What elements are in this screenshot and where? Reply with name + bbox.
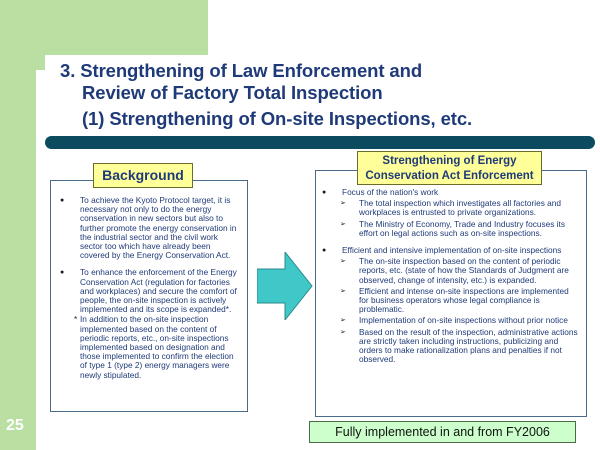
sub-item-text: The on-site inspection based on the content of periodic reports, etc. (state of how the Standards of Judgment are observed, change of intensity, etc.) is expanded. bbox=[359, 256, 569, 285]
sub-item bbox=[322, 220, 580, 238]
bullet-dot-icon: ● bbox=[60, 197, 65, 204]
arrowhead-bullet-icon: ➢ bbox=[340, 287, 346, 295]
enforcement-label bbox=[357, 151, 542, 185]
background-content bbox=[60, 196, 242, 380]
asterisk-note-text: In addition to the on-site inspection implemented based on the content of periodic reports, etc., on-site inspections implemented based on designation and those implemented to confirm the election of type 1 (type 2) energy managers were newly stipulated. bbox=[80, 314, 234, 380]
sub-item-text: The Ministry of Economy, Trade and Industry focuses its effort on legal actions such as on-site inspections. bbox=[359, 218, 565, 238]
sub-item bbox=[322, 328, 580, 365]
arrowhead-bullet-icon: ➢ bbox=[340, 317, 346, 325]
title-line-1: 3. Strengthening of Law Enforcement and bbox=[60, 60, 423, 81]
bullet-group bbox=[322, 188, 580, 238]
sub-item bbox=[322, 199, 580, 217]
sub-item-text: Implementation of on-site inspections without prior notice bbox=[359, 315, 568, 326]
title-divider-bar bbox=[45, 136, 595, 149]
arrowhead-bullet-icon: ➢ bbox=[340, 220, 346, 228]
sub-item-text: Efficient and intense on-site inspections are implemented for business operators whose legal compliance is problematic. bbox=[359, 285, 569, 315]
bullet-heading: Efficient and intensive implementation of on-site inspections bbox=[342, 245, 562, 256]
right-arrow-icon bbox=[257, 252, 313, 320]
list-item bbox=[60, 268, 242, 314]
sub-item bbox=[322, 287, 580, 315]
bullet-dot-icon: ● bbox=[322, 189, 327, 196]
arrowhead-bullet-icon: ➢ bbox=[340, 200, 346, 208]
bullet-text: To achieve the Kyoto Protocol target, it is necessary not only to do the energy conservation in new sectors but also to further promote the energy conservation in the industrial sector and the civil work sector too which have already been covered by the Energy Conservation Act. bbox=[80, 195, 237, 261]
bullet-group bbox=[322, 246, 580, 364]
title-line-2: Review of Factory Total Inspection bbox=[82, 82, 383, 103]
sub-item-text: Based on the result of the inspection, administrative actions are strictly taken including instructions, publicizing and orders to make rationalization plans and penalties if not observed. bbox=[359, 326, 578, 365]
bullet-dot-icon: ● bbox=[60, 269, 65, 277]
slide-subtitle: (1) Strengthening of On-site Inspections, etc. bbox=[82, 108, 473, 129]
implementation-note: Fully implemented in and from FY2006 bbox=[309, 421, 576, 443]
slide-title bbox=[60, 60, 472, 130]
bullet-text: To enhance the enforcement of the Energy Conservation Act (regulation for factories and workplaces) and secure the comfort of people, the on-site inspection is actively implemented and its scope is expanded*. bbox=[80, 267, 237, 315]
sub-item bbox=[322, 257, 580, 285]
sub-item bbox=[322, 316, 580, 325]
sub-item-text: The total inspection which investigates all factories and workplaces is entrusted to private organizations. bbox=[359, 198, 562, 218]
list-item bbox=[60, 196, 242, 260]
arrowhead-bullet-icon: ➢ bbox=[340, 258, 346, 266]
enforcement-label-line-2: Conservation Act Enforcement bbox=[365, 170, 534, 182]
enforcement-content bbox=[322, 188, 580, 372]
asterisk-note bbox=[60, 315, 242, 379]
enforcement-label-line-1: Strengthening of Energy bbox=[382, 155, 517, 167]
asterisk-marker: * bbox=[74, 314, 78, 325]
list-item bbox=[322, 246, 580, 255]
slide-number: 25 bbox=[6, 417, 24, 434]
bullet-heading: Focus of the nation's work bbox=[342, 187, 439, 197]
list-item bbox=[322, 188, 580, 197]
arrowhead-bullet-icon: ➢ bbox=[340, 328, 346, 336]
bullet-dot-icon: ● bbox=[322, 247, 327, 255]
background-label: Background bbox=[93, 163, 193, 188]
